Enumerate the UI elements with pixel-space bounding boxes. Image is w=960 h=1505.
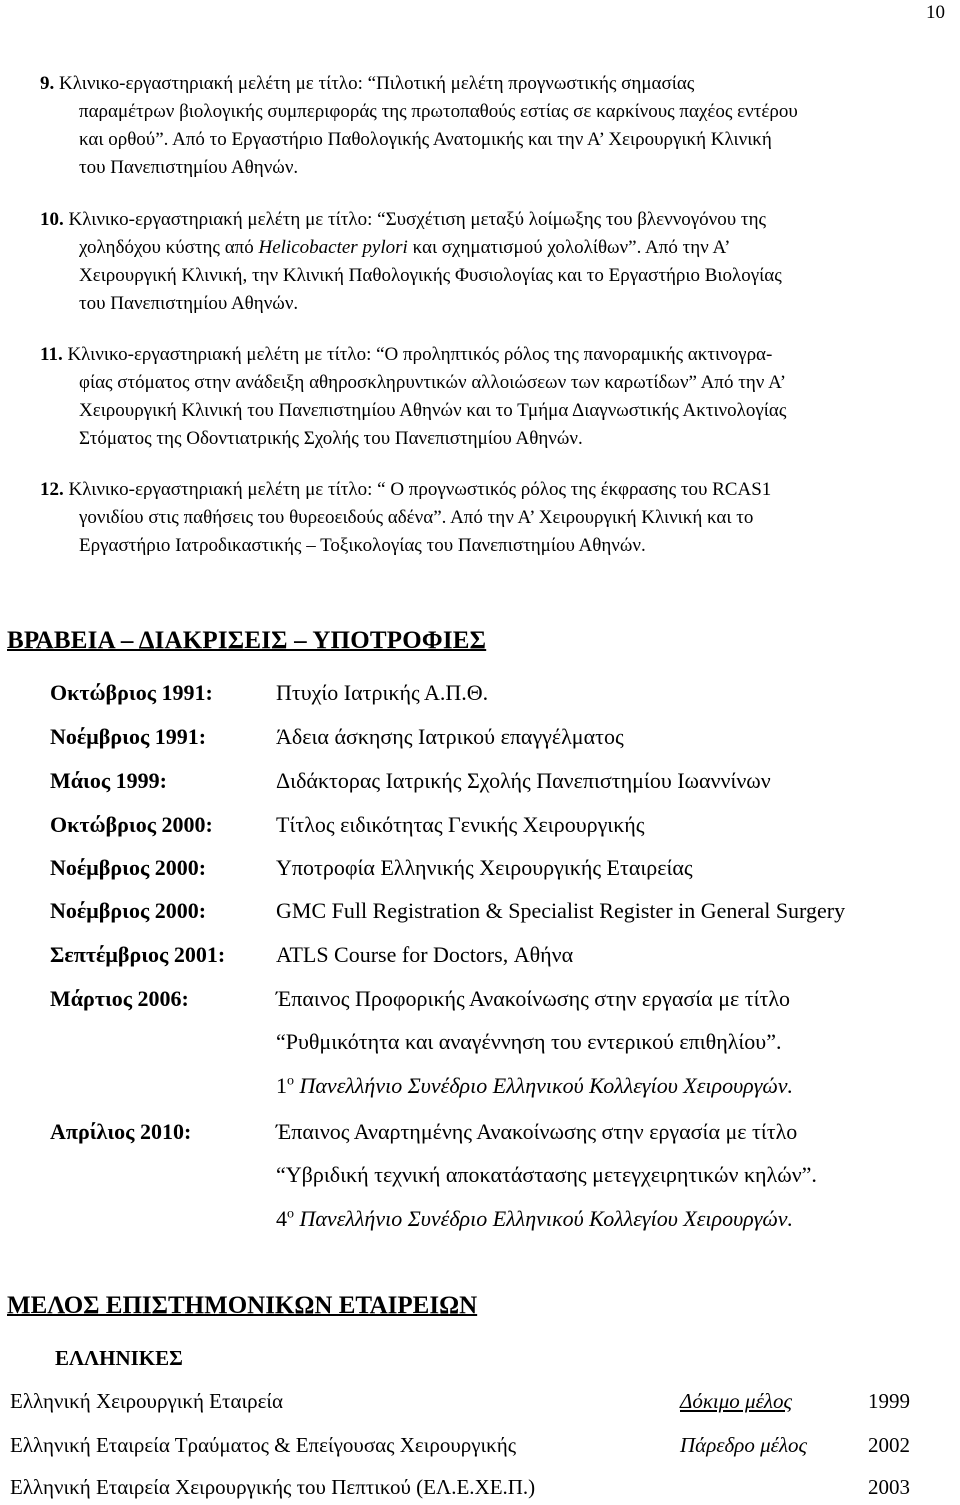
award-conference: $4^o$ Πανελλήνιο Συνέδριο Ελληνικού Κολλεγίου Χειρουργών. xyxy=(276,1206,794,1231)
awards-heading: ΒΡΑΒΕΙΑ – ΔΙΑΚΡΙΣΕΙΣ – ΥΠΟΤΡΟΦΙΕΣ xyxy=(7,627,487,654)
award-description: Άδεια άσκησης Ιατρικού επαγγέλματος xyxy=(276,724,624,749)
item-number: 11. xyxy=(40,344,63,365)
award-date: Νοέμβριος 2000: xyxy=(50,898,207,923)
award-description: Έπαινος Προφορικής Ανακοίνωσης στην εργασία με τίτλο xyxy=(276,986,791,1011)
award-description: GMC Full Registration & Specialist Register in General Surgery xyxy=(276,898,846,923)
item-line: Χειρουργική Κλινική του Πανεπιστημίου Αθηνών και το Τμήμα Διαγνωστικής Ακτινολογίας xyxy=(79,400,787,421)
membership-role: Πάρεδρο μέλος xyxy=(680,1433,808,1457)
membership-year: 2003 xyxy=(868,1475,910,1499)
item-line: Εργαστήριο Ιατροδικαστικής – Τοξικολογίας του Πανεπιστημίου Αθηνών. xyxy=(79,535,646,556)
award-date: Απρίλιος 2010: xyxy=(50,1119,192,1144)
award-conference: $1^o$ Πανελλήνιο Συνέδριο Ελληνικού Κολλεγίου Χειρουργών. xyxy=(276,1073,794,1098)
item-line: Κλινικο-εργαστηριακή μελέτη με τίτλο: “Συσχέτιση μεταξύ λοίμωξης του βλεννογόνου της xyxy=(68,209,767,230)
item-line: Στόματος της Οδοντιατρικής Σχολής του Πανεπιστημίου Αθηνών. xyxy=(79,428,583,449)
award-description: Έπαινος Αναρτημένης Ανακοίνωσης στην εργασία με τίτλο xyxy=(276,1119,798,1144)
society-name: Ελληνική Εταιρεία Χειρουργικής του Πεπτικού (ΕΛ.Ε.ΧΕ.Π.) xyxy=(10,1475,536,1499)
item-line: Κλινικο-εργαστηριακή μελέτη με τίτλο: “Ο προληπτικός ρόλος της πανοραμικής ακτινογρα- xyxy=(67,344,773,365)
item-line: Κλινικο-εργαστηριακή μελέτη με τίτλο: “ Ο προγνωστικός ρόλος της έκφρασης του RCAS1 xyxy=(68,479,772,500)
award-date: Οκτώβριος 1991: xyxy=(50,680,213,705)
study-item-10 xyxy=(40,206,955,318)
award-date: Οκτώβριος 2000: xyxy=(50,812,213,837)
award-description: Διδάκτορας Ιατρικής Σχολής Πανεπιστημίου Ιωαννίνων xyxy=(276,768,771,793)
item-line: φίας στόματος στην ανάδειξη αθηροσκληρυντικών αλλοιώσεων των καρωτίδων” Από την Α’ xyxy=(79,372,787,393)
award-date: Σεπτέμβριος 2001: xyxy=(50,942,226,967)
item-number: 9. xyxy=(40,73,55,94)
item-number: 12. xyxy=(40,479,64,500)
item-line: του Πανεπιστημίου Αθηνών. xyxy=(79,293,299,314)
membership-year: 1999 xyxy=(868,1389,910,1413)
item-line: παραμέτρων βιολογικής συμπεριφοράς της πρωτοπαθούς εστίας σε καρκίνους παχέος εντέρου xyxy=(79,101,798,122)
award-description: Πτυχίο Ιατρικής Α.Π.Θ. xyxy=(276,680,489,705)
item-text: χοληδόχου κύστης από xyxy=(79,237,259,258)
society-name: Ελληνική Χειρουργική Εταιρεία xyxy=(10,1389,284,1413)
award-description: Τίτλος ειδικότητας Γενικής Χειρουργικής xyxy=(276,812,645,837)
study-item-11 xyxy=(40,341,955,453)
award-description: ATLS Course for Doctors, Αθήνα xyxy=(276,942,574,967)
award-paper-title: “Ρυθμικότητα και αναγέννηση του εντερικού επιθηλίου”. xyxy=(276,1029,782,1054)
item-number: 10. xyxy=(40,209,64,230)
society-name: Ελληνική Εταιρεία Τραύματος & Επείγουσας Χειρουργικής xyxy=(10,1433,517,1457)
item-line: του Πανεπιστημίου Αθηνών. xyxy=(79,157,299,178)
societies-heading: ΜΕΛΟΣ ΕΠΙΣΤΗΜΟΝΙΚΩΝ ΕΤΑΙΡΕΙΩΝ xyxy=(7,1292,478,1319)
award-date: Μάιος 1999: xyxy=(50,768,167,793)
item-line: γονιδίου στις παθήσεις του θυρεοειδούς αδένα”. Από την Α’ Χειρουργική Κλινική και το xyxy=(79,507,754,528)
item-line: και ορθού”. Από το Εργαστήριο Παθολογικής Ανατομικής και την Α’ Χειρουργική Κλινική xyxy=(79,129,772,150)
item-line: Κλινικο-εργαστηριακή μελέτη με τίτλο: “Πιλοτική μελέτη προγνωστικής σημασίας xyxy=(59,73,695,94)
page-number: 10 xyxy=(926,2,945,23)
award-date: Μάρτιος 2006: xyxy=(50,986,189,1011)
item-text: και σχηματισμού χολολίθων”. Από την Α’ xyxy=(407,237,731,258)
award-description: Υποτροφία Ελληνικής Χειρουργικής Εταιρείας xyxy=(276,855,693,880)
award-date: Νοέμβριος 2000: xyxy=(50,855,207,880)
membership-role: Δόκιμο μέλος xyxy=(680,1389,792,1413)
study-item-9 xyxy=(40,70,955,182)
award-paper-title: “Υβριδική τεχνική αποκατάστασης μετεγχειρητικών κηλών”. xyxy=(276,1162,817,1187)
study-item-12 xyxy=(40,476,955,560)
membership-year: 2002 xyxy=(868,1433,910,1457)
item-line: Χειρουργική Κλινική, την Κλινική Παθολογικής Φυσιολογίας και το Εργαστήριο Βιολογίας xyxy=(79,265,782,286)
bacteria-name: Helicobacter pylori xyxy=(258,237,408,258)
award-date: Νοέμβριος 1991: xyxy=(50,724,207,749)
societies-subheading: ΕΛΛΗΝΙΚΕΣ xyxy=(55,1346,183,1370)
